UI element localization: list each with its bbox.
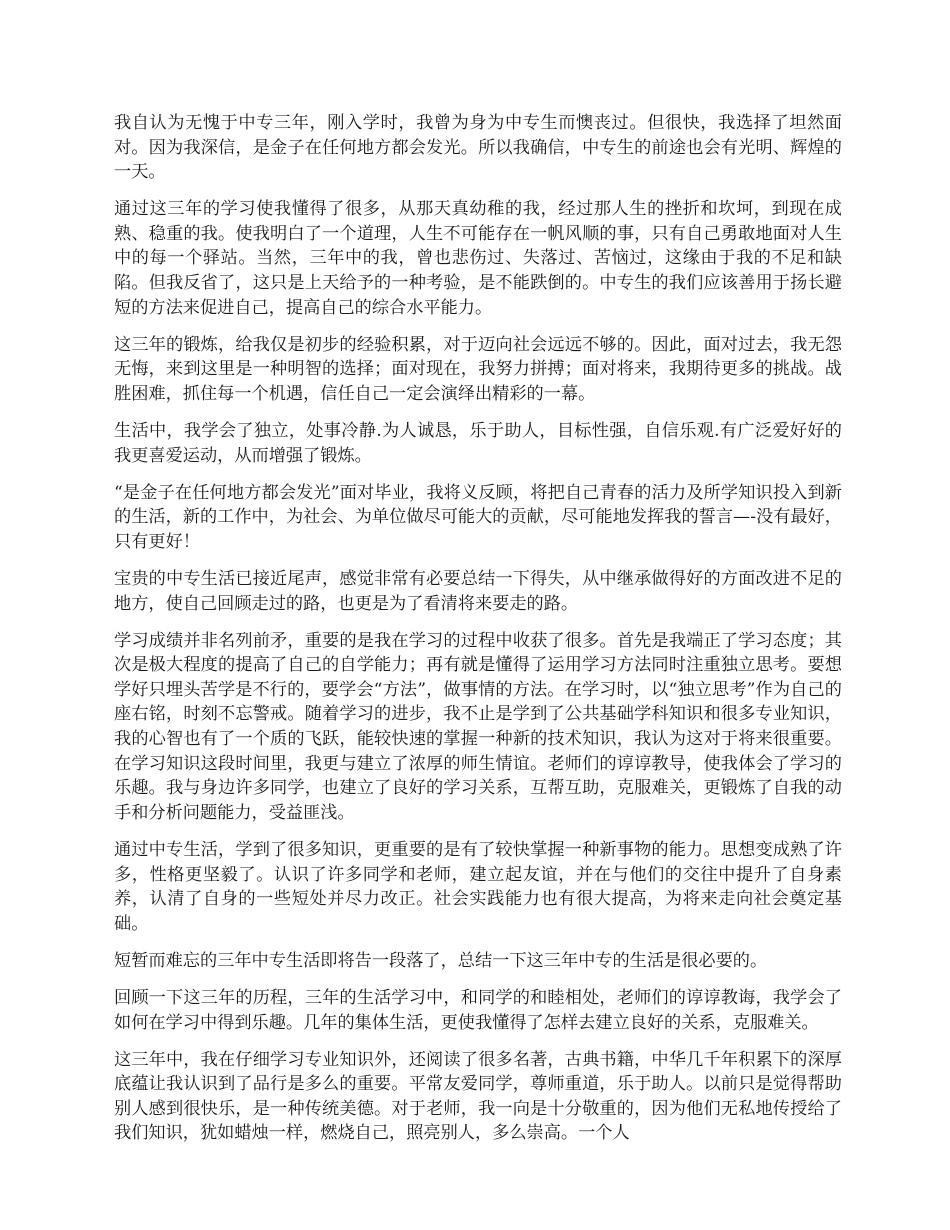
paragraph-10: 回顾一下这三年的历程，三年的生活学习中，和同学的和睦相处，老师们的谆谆教诲，我学会了如何在学习中得到乐趣。几年的集体生活，更使我懂得了怎样去建立良好的关系，克服难关。 (114, 987, 842, 1033)
document-body (114, 111, 842, 1158)
paragraph-1: 我自认为无愧于中专三年，刚入学时，我曾为身为中专生而懊丧过。但很快，我选择了坦然面对。因为我深信，是金子在任何地方都会发光。所以我确信，中专生的前途也会有光明、辉煌的一天。 (114, 113, 842, 183)
paragraph-8: 通过中专生活，学到了很多知识，更重要的是有了较快掌握一种新事物的能力。思想变成熟了许多，性格更坚毅了。认识了许多同学和老师，建立起友谊，并在与他们的交往中提升了自身素养，认清了自身的一些短处并尽力改正。社会实践能力也有很大提高，为将来走向社会奠定基础。 (114, 839, 842, 934)
paragraph-2: 通过这三年的学习使我懂得了很多，从那天真幼稚的我，经过那人生的挫折和坎坷，到现在成熟、稳重的我。使我明白了一个道理，人生不可能存在一帆风顺的事，只有自己勇敢地面对人生中的每一个驿站。当然，三年中的我，曾也悲伤过、失落过、苦恼过，这缘由于我的不足和缺陷。但我反省了，这只是上天给予的一种考验，是不能跌倒的。中专生的我们应该善用于扬长避短的方法来促进自己，提高自己的综合水平能力。 (114, 199, 842, 318)
paragraph-7: 学习成绩并非名列前矛，重要的是我在学习的过程中收获了很多。首先是我端正了学习态度；其次是极大程度的提高了自己的自学能力；再有就是懂得了运用学习方法同时注重独立思考。要想学好只埋头苦学是不行的，要学会“方法”，做事情的方法。在学习时，以“独立思考”作为自己的座右铭，时刻不忘警戒。随着学习的进步，我不止是学到了公共基础学科知识和很多专业知识，我的心智也有了一个质的飞跃，能较快速的掌握一种新的技术知识，我认为这对于将来很重要。在学习知识这段时间里，我更与建立了浓厚的师生情谊。老师们的谆谆教导，使我体会了学习的乐趣。我与身边许多同学，也建立了良好的学习关系，互帮互助，克服难关，更锻炼了自我的动手和分析问题能力，受益匪浅。 (114, 630, 842, 823)
paragraph-3: 这三年的锻炼，给我仅是初步的经验积累，对于迈向社会远远不够的。因此，面对过去，我无怨无悔，来到这里是一种明智的选择；面对现在，我努力拼搏；面对将来，我期待更多的挑战。战胜困难，抓住每一个机遇，信任自己一定会演绎出精彩的一幕。 (114, 334, 842, 404)
paragraph-4: 生活中，我学会了独立，处事冷静.为人诚恳，乐于助人，目标性强，自信乐观.有广泛爱好好的我更喜爱运动，从而增强了锻炼。 (114, 421, 842, 466)
paragraph-5: “是金子在任何地方都会发光”面对毕业，我将义反顾，将把自己青春的活力及所学知识投入到新的生活，新的工作中，为社会、为单位做尽可能大的贡献，尽可能地发挥我的誓言—-没有最好，只有更好！ (114, 482, 842, 552)
paragraph-9: 短暂而难忘的三年中专生活即将告一段落了，总结一下这三年中专的生活是很必要的。 (114, 950, 768, 971)
paragraph-11: 这三年中，我在仔细学习专业知识外，还阅读了很多名著，古典书籍，中华几千年积累下的深厚底蕴让我认识到了品行是多么的重要。平常友爱同学，尊师重道，乐于助人。以前只是觉得帮助别人感到很快乐，是一种传统美德。对于老师，我一向是十分敬重的，因为他们无私地传授给了我们知识，犹如蜡烛一样，燃烧自己，照亮别人，多么崇高。一个人 (114, 1049, 842, 1144)
paragraph-6: 宝贵的中专生活已接近尾声，感觉非常有必要总结一下得失，从中继承做得好的方面改进不足的地方，使自己回顾走过的路，也更是为了看清将来要走的路。 (114, 569, 842, 614)
